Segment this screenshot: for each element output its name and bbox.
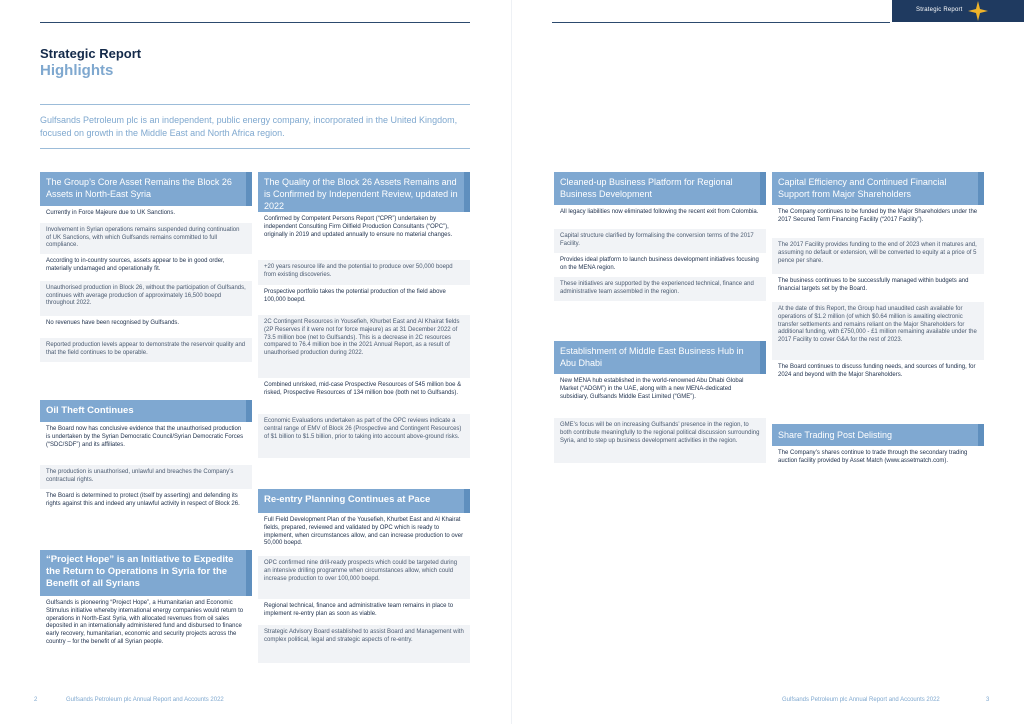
page-subtitle: Highlights	[40, 62, 114, 79]
column-platform	[554, 172, 766, 301]
footer-left: Gulfsands Petroleum plc Annual Report and Accounts 2022	[66, 697, 224, 703]
section-heading: Oil Theft Continues	[40, 400, 252, 422]
top-rule-right	[552, 22, 890, 23]
list-item: The 2017 Facility provides funding to the end of 2023 when it matures and, assuming no default or extension, will be converted to equity at a price of 5 pence per share.	[772, 238, 984, 274]
list-item: 2C Contingent Resources in Yousefieh, Khurbet East and Al Khairat fields (2P Reserves if it were not for force majeure) as at 31 December 2022 of 73.5 million boe (net to Gulfsands). This is a decrease in 2C resources compared to 76.4 million boe in the 2021 Annual Report, as a result of unauthorised production during 2022.	[258, 315, 470, 378]
section-heading: “Project Hope” is an Initiative to Expedite the Return to Operations in Syria for the Benefit of all Syrians	[40, 550, 252, 596]
section-heading: The Quality of the Block 26 Assets Remains and is Confirmed by Independent Review, updated in 2022	[258, 172, 470, 212]
section-heading: The Group’s Core Asset Remains the Block 26 Assets in North-East Syria	[40, 172, 252, 206]
list-item: At the date of this Report, the Group had unaudited cash available for operations of $1.2 million (of which $0.64 million is awaiting electronic transfer settlements and remains reliant on the Major Shareholders for additional funding, with £750,000 - £1 million remaining available under the 2017 Facility to cover G&A for the rest of 2023.	[772, 302, 984, 360]
list-item: According to in-country sources, assets appear to be in good order, materially undamaged and operationally fit.	[46, 257, 225, 272]
section-heading: Capital Efficiency and Continued Financial Support from Major Shareholders	[772, 172, 984, 205]
section-heading: Share Trading Post Delisting	[772, 424, 984, 446]
column-delisting	[772, 424, 984, 482]
list-item: Involvement in Syrian operations remains suspended during continuation of UK Sanctions, with which Gulfsands remains committed to full compliance.	[40, 223, 252, 254]
list-item: Prospective portfolio takes the potential production of the field above 100,000 boepd.	[264, 289, 446, 303]
list-item: Full Field Development Plan of the Yousefieh, Khurbet East and Al Khairat fields, prepared, reviewed and validated by OPC which is ready to implement, when circumstances allow, and can increase production to over 50,000 boepd.	[264, 517, 464, 547]
star-icon	[966, 0, 990, 22]
page-number-left: 2	[34, 697, 38, 703]
list-item: These initiatives are supported by the experienced technical, finance and administrative team assembled in the region.	[554, 277, 766, 301]
column-core-asset	[40, 172, 252, 362]
list-item: Confirmed by Competent Persons Report (“CPR”) undertaken by independent Consulting Firm Oilfield Production Consultants (“OPC”), originally in 2019 and updated annually to ensure no material changes.	[264, 216, 453, 238]
list-item: OPC confirmed nine drill-ready prospects which could be targeted during an intensive drilling programme when circumstances allow, which could increase production to over 100,000 boepd.	[258, 556, 470, 599]
list-item: Unauthorised production in Block 26, without the participation of Gulfsands, continues with average production of approximately 16,500 boepd throughout 2022.	[40, 281, 252, 316]
list-item: GME’s focus will be on increasing Gulfsands’ presence in the region, to both contribute meaningfully to the regional political discussion surrounding Syria, and to step up business development activities in the region.	[554, 418, 766, 463]
page-number-right: 3	[986, 697, 990, 703]
list-item: Capital structure clarified by formalising the conversion terms of the 2017 Facility.	[554, 229, 766, 253]
list-item: The Company continues to be funded by the Major Shareholders under the 2017 Secured Term Financing Facility (“2017 Facility”).	[778, 209, 978, 223]
intro-text: Gulfsands Petroleum plc is an independent, public energy company, incorporated in the United Kingdom, focused on growth in the Middle East and North Africa region.	[40, 115, 458, 138]
column-reentry	[258, 489, 470, 663]
column-quality	[258, 172, 470, 458]
list-item: Provides ideal platform to launch business development initiatives focusing on the MENA region.	[560, 257, 759, 271]
section-heading: Re-entry Planning Continues at Pace	[258, 489, 470, 513]
list-item: Strategic Advisory Board established to assist Board and Management with complex political, legal and strategic aspects of re-entry.	[258, 625, 470, 663]
intro-rule-bottom	[40, 148, 470, 149]
list-item: New MENA hub established in the world-renowned Abu Dhabi Global Market (“ADGM”) in the UAE, along with a new MENA-dedicated subsidiary, Gulfsands Middle East Limited (“GME”).	[560, 378, 744, 400]
list-item: All legacy liabilities now eliminated following the recent exit from Colombia.	[560, 209, 759, 215]
column-abu-dhabi	[554, 341, 766, 463]
list-item: The Board now has conclusive evidence that the unauthorised production is undertaken by the Syrian Democratic Council/Syrian Democratic Forces (“SDC/SDF”) and its affiliates.	[46, 426, 244, 448]
column-project-hope	[40, 550, 252, 652]
list-item: Combined unrisked, mid-case Prospective Resources of 545 million boe & risked, Prospective Resources of 134 million boe (both net to Gulfsands).	[264, 382, 462, 396]
list-item: Reported production levels appear to demonstrate the reservoir quality and that the field continues to be operable.	[40, 338, 252, 362]
list-item: The business continues to be successfully managed within budgets and financial targets set by the Board.	[778, 278, 969, 292]
section-heading: Establishment of Middle East Business Hub in Abu Dhabi	[554, 341, 766, 374]
intro-rule-top	[40, 104, 470, 105]
section-tab-label: Strategic Report	[916, 7, 963, 13]
top-rule-left	[40, 22, 470, 23]
list-item: The Board is determined to protect (itself by asserting) and defending its rights against this and indeed any unlawful activity in respect of Block 26.	[46, 493, 240, 507]
list-item: No revenues have been recognised by Gulfsands.	[46, 319, 180, 326]
list-item: The production is unauthorised, unlawful and breaches the Company’s contractual rights.	[40, 465, 252, 489]
list-item: +20 years resource life and the potential to produce over 50,000 boepd from existing discoveries.	[258, 260, 470, 285]
list-item: The Company’s shares continue to trade through the secondary trading auction facility provided by Asset Match (www.assetmatch.com).	[778, 450, 968, 464]
list-item: Regional technical, finance and administrative team remains in place to implement re-entry plan as soon as viable.	[264, 603, 454, 617]
page-title: Strategic Report	[40, 46, 142, 61]
section-heading: Cleaned-up Business Platform for Regional Business Development	[554, 172, 766, 205]
list-item: Gulfsands is pioneering “Project Hope”, a Humanitarian and Economic Stimulus initiative whereby international energy companies would return to operations in North-East Syria, with allocated revenues from oil sales deposited in an internationally administered fund and disbursed to finance early recovery, humanitarian, economic and security projects across the country – for the benefit of all Syrian people.	[46, 600, 244, 645]
column-capital	[772, 172, 984, 386]
footer-right: Gulfsands Petroleum plc Annual Report and Accounts 2022	[782, 697, 940, 703]
list-item: Currently in Force Majeure due to UK Sanctions.	[46, 210, 176, 216]
list-item: The Board continues to discuss funding needs, and sources of funding, for 2024 and beyond with the Major Shareholders.	[778, 364, 976, 378]
list-item: Economic Evaluations undertaken as part of the OPC reviews indicate a central range of EMV of Block 26 (Prospective and Contingent Resources) of $1 billion to $1.5 billion, prior to taking into account above-ground risks.	[258, 414, 470, 458]
spine-divider	[511, 0, 512, 724]
column-oil-theft	[40, 400, 252, 522]
